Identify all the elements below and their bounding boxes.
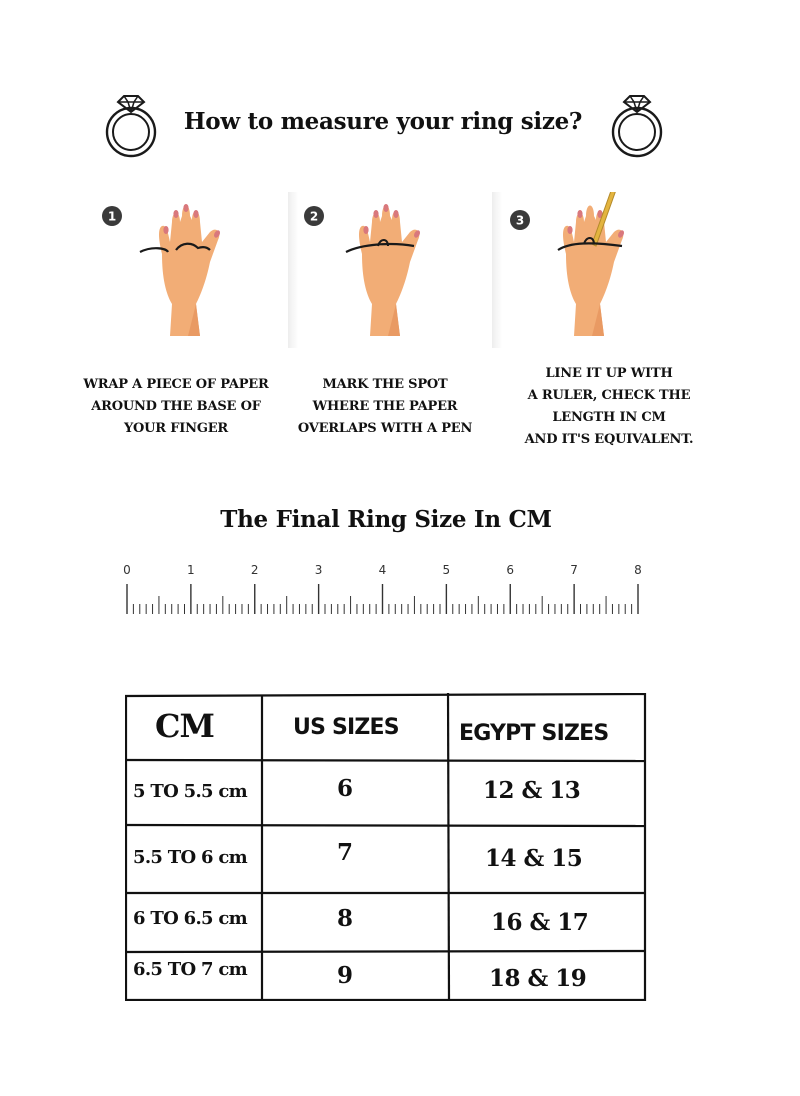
table-row-us: 7 — [337, 839, 354, 866]
step-2-illustration — [296, 192, 496, 352]
step-1-instructions: WRAP A PIECE OF PAPER AROUND THE BASE OF YOUR FINGER — [83, 377, 269, 436]
ruler-label: 3 — [314, 563, 323, 577]
step-number: 1 — [107, 209, 117, 224]
step-3-instructions: LINE IT UP WITH A RULER, CHECK THE LENGTH IN CM AND IT'S EQUIVALENT. — [524, 366, 694, 447]
header-egypt-sizes: EGYPT SIZES — [459, 721, 609, 746]
ruler — [112, 556, 660, 626]
ruler-label: 1 — [187, 563, 195, 577]
ruler-label: 4 — [378, 563, 387, 577]
step-2-instructions: MARK THE SPOT WHERE THE PAPER OVERLAPS WITH A PEN — [297, 377, 473, 436]
step-number: 2 — [309, 209, 319, 224]
table-row-cm: 5.5 TO 6 cm — [133, 847, 248, 868]
header-us-sizes: US SIZES — [293, 715, 399, 740]
hand-icon — [563, 206, 625, 337]
size-table — [125, 693, 647, 1001]
table-row-cm: 5 TO 5.5 cm — [133, 781, 248, 802]
hand-icon — [159, 204, 221, 336]
ruler-label: 2 — [250, 563, 259, 577]
ruler-label: 6 — [506, 563, 515, 577]
table-row-egypt: 14 & 15 — [485, 845, 583, 872]
step-number: 3 — [515, 213, 525, 228]
table-row-cm: 6 TO 6.5 cm — [133, 908, 248, 929]
ruler-title: The Final Ring Size In CM — [220, 506, 552, 533]
table-row-us: 6 — [337, 775, 354, 802]
ruler-label: 7 — [570, 563, 578, 577]
step-badge — [102, 206, 122, 226]
step-badge — [304, 206, 324, 226]
ruler-label: 8 — [634, 563, 642, 577]
step-1-illustration — [96, 192, 296, 352]
table-row-egypt: 16 & 17 — [491, 909, 589, 936]
table-row-us: 9 — [337, 962, 354, 989]
page-title: How to measure your ring size? — [183, 108, 583, 135]
table-row-cm: 6.5 TO 7 cm — [133, 959, 248, 980]
table-row-us: 8 — [337, 905, 354, 932]
header-cm: CM — [155, 707, 214, 745]
ruler-label: 0 — [123, 563, 131, 577]
hand-icon — [359, 204, 421, 336]
step-badge — [510, 210, 530, 230]
step-3-illustration — [500, 192, 700, 352]
table-row-egypt: 12 & 13 — [483, 777, 581, 804]
table-row-egypt: 18 & 19 — [489, 965, 587, 992]
ruler-label: 5 — [442, 563, 451, 577]
